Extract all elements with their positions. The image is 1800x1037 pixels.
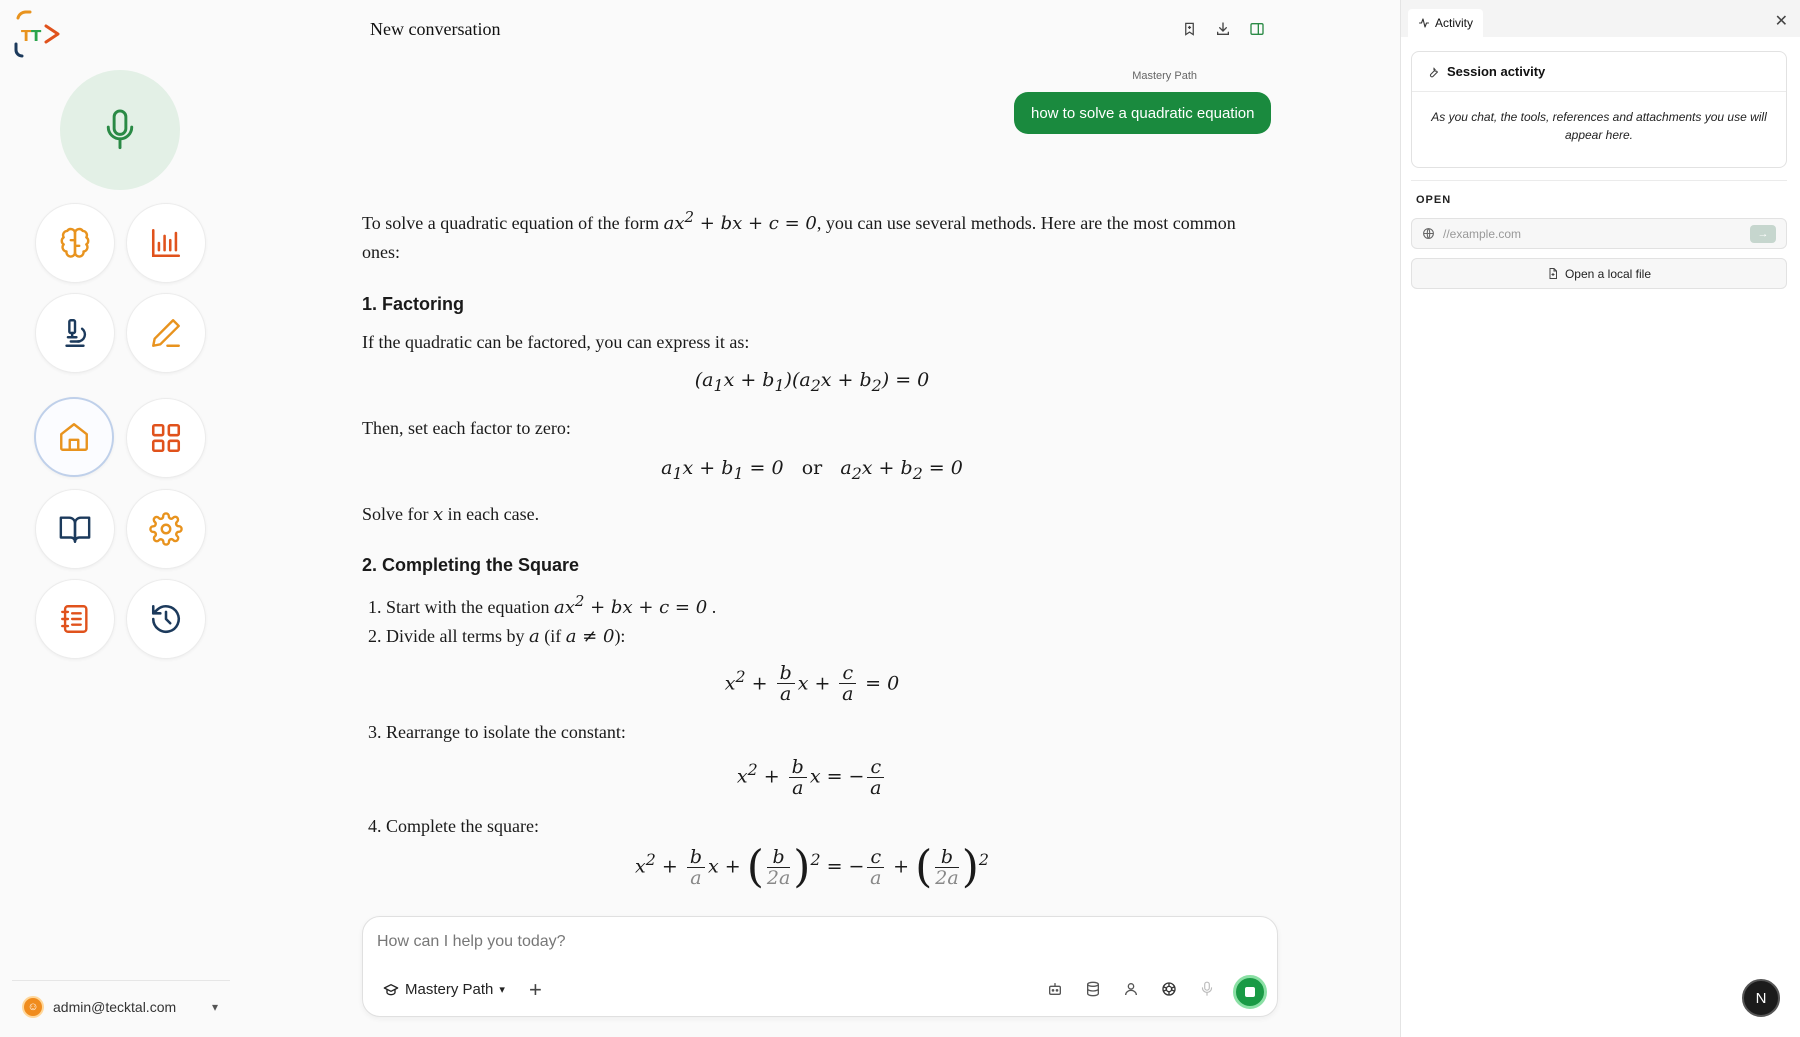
panel-toggle-icon[interactable] — [1248, 18, 1266, 40]
nav-notebook[interactable] — [35, 579, 115, 659]
list-item: 4. Complete the square: — [386, 812, 1262, 840]
list-item — [386, 622, 1262, 651]
open-label: OPEN — [1416, 194, 1452, 206]
nav-home[interactable] — [34, 397, 114, 477]
sidebar — [0, 0, 240, 1037]
go-button[interactable]: → — [1750, 225, 1776, 243]
user-email: admin@tecktal.com — [53, 998, 177, 1015]
solve-text: Solve for — [362, 503, 429, 524]
app-logo[interactable] — [14, 10, 64, 58]
session-title: Session activity — [1447, 64, 1546, 79]
globe-icon — [1422, 227, 1435, 240]
list-item: 1. Start with the equation $ax^2$ + bx + c = 0 . — [386, 587, 1262, 622]
mode-label: Mastery Path — [405, 981, 494, 998]
step-text: Start with the equation — [386, 596, 550, 617]
message-input[interactable] — [377, 929, 1257, 955]
solve-text-end: in each case. — [447, 503, 540, 524]
openai-icon[interactable] — [1159, 979, 1179, 999]
nav-library[interactable] — [35, 489, 115, 569]
equation-zero-factors: $a_1x + b_1 = 0$ or $a_2x + b_2 = 0$ — [661, 456, 963, 483]
session-header — [1412, 52, 1786, 92]
list-item: 3. Rearrange to isolate the constant: — [386, 718, 1262, 746]
nav-lab[interactable] — [35, 293, 115, 373]
history-icon — [149, 602, 183, 636]
chat-area — [240, 0, 1400, 1037]
math-a-nonzero: a ≠ 0 — [565, 625, 615, 647]
svg-text:T: T — [31, 27, 42, 45]
panel-body — [1401, 37, 1800, 1037]
open-local-file-button[interactable] — [1411, 258, 1787, 289]
graduation-cap-icon — [383, 982, 399, 998]
mode-selector[interactable] — [383, 981, 505, 998]
math-general-form: $ax^2$ + bx + c = 0 — [553, 591, 708, 618]
step-text: Divide all terms by — [386, 625, 525, 646]
file-icon — [1547, 267, 1559, 280]
url-bar — [1411, 218, 1787, 249]
section-heading: 1. Factoring — [362, 294, 465, 314]
add-attachment-button[interactable]: + — [529, 977, 542, 1002]
pencil-icon — [149, 316, 183, 350]
step-text: (if — [544, 625, 562, 646]
steps-list — [362, 587, 1262, 651]
microphone-icon — [102, 108, 138, 152]
user-menu[interactable] — [12, 980, 230, 1032]
avatar: ☺ — [22, 996, 44, 1018]
intro-text: To solve a quadratic equation of the form — [362, 213, 660, 233]
equation-rearranged: $x^2$ + $\frac{b}{a}$ x = − $\frac{c}{a}$ — [362, 756, 1262, 798]
nav-settings[interactable] — [126, 489, 206, 569]
microscope-icon — [58, 316, 92, 350]
stop-icon — [1245, 987, 1255, 997]
math-x: x — [433, 503, 444, 525]
nav-write[interactable] — [126, 293, 206, 373]
database-icon[interactable] — [1083, 979, 1103, 999]
intro-paragraph — [362, 203, 1262, 266]
stop-button[interactable] — [1233, 975, 1267, 1009]
assistant-message — [362, 203, 1262, 893]
page-title: New conversation — [370, 19, 501, 39]
composer — [362, 916, 1278, 1017]
nav-brain[interactable] — [35, 203, 115, 283]
bookmark-icon[interactable] — [1180, 18, 1198, 40]
session-card — [1411, 51, 1787, 168]
steps-list — [362, 718, 1262, 746]
robot-icon[interactable] — [1045, 979, 1065, 999]
activity-panel — [1400, 0, 1800, 1037]
paragraph — [362, 500, 1262, 529]
steps-list — [362, 812, 1262, 840]
math-general-form: $ax^2$ + bx + c = 0 — [663, 208, 817, 234]
gear-icon — [149, 512, 183, 546]
nav-history[interactable] — [126, 579, 206, 659]
composer-tools — [1045, 979, 1217, 999]
mic-icon[interactable] — [1197, 979, 1217, 999]
header-actions — [1180, 18, 1266, 40]
nav-analytics[interactable] — [126, 203, 206, 283]
book-icon — [58, 512, 92, 546]
section-heading: 2. Completing the Square — [362, 554, 580, 575]
tab-activity[interactable] — [1408, 9, 1483, 37]
home-icon — [57, 420, 91, 454]
or-text: or — [801, 456, 823, 479]
tab-label: Activity — [1435, 16, 1474, 30]
paragraph: Then, set each factor to zero: — [362, 417, 571, 438]
paragraph: If the quadratic can be factored, you can express it as: — [362, 332, 750, 352]
divider — [1411, 180, 1787, 181]
notebook-icon — [58, 602, 92, 636]
chevron-down-icon: ▾ — [211, 999, 218, 1014]
activity-icon — [1418, 17, 1430, 29]
equation-factored: $(a_1x + b_1)(a_2x + b_2) = 0$ — [694, 369, 930, 395]
url-input[interactable] — [1443, 227, 1750, 241]
wrench-icon — [1426, 65, 1439, 78]
user-icon[interactable] — [1121, 979, 1141, 999]
math-a: a — [528, 625, 540, 647]
brain-icon — [58, 226, 92, 260]
user-label: Mastery Path — [1132, 70, 1197, 82]
grid-icon — [149, 421, 183, 455]
user-message: how to solve a quadratic equation — [1014, 92, 1271, 134]
n-badge[interactable]: N — [1742, 979, 1780, 1017]
step-text: ): — [614, 625, 626, 646]
chevron-down-icon: ▾ — [499, 984, 505, 996]
bar-chart-icon — [149, 226, 183, 260]
equation-divided: $x^2$ + $\frac{b}{a}$ x + $\frac{c}{a}$ = 0 — [724, 662, 900, 706]
svg-text:T: T — [21, 27, 32, 45]
nav-apps[interactable] — [126, 398, 206, 478]
equation-complete-square: $x^2$ + $\frac{b}{a}$ x + ( $\frac{b}{2a}$ )$^2$ = − $\frac{c}{a}$ + ( $\frac{b}{2a}$ )$^2$ — [635, 841, 989, 893]
voice-button[interactable] — [60, 70, 180, 190]
intro-text-end: , you can use several methods. Here are the most common ones: — [362, 213, 1236, 262]
close-icon[interactable]: ✕ — [1774, 13, 1788, 30]
open-local-file-label: Open a local file — [1564, 266, 1652, 281]
session-description: As you chat, the tools, references and attachments you use will appear here. — [1431, 110, 1767, 142]
download-icon[interactable] — [1214, 18, 1232, 40]
